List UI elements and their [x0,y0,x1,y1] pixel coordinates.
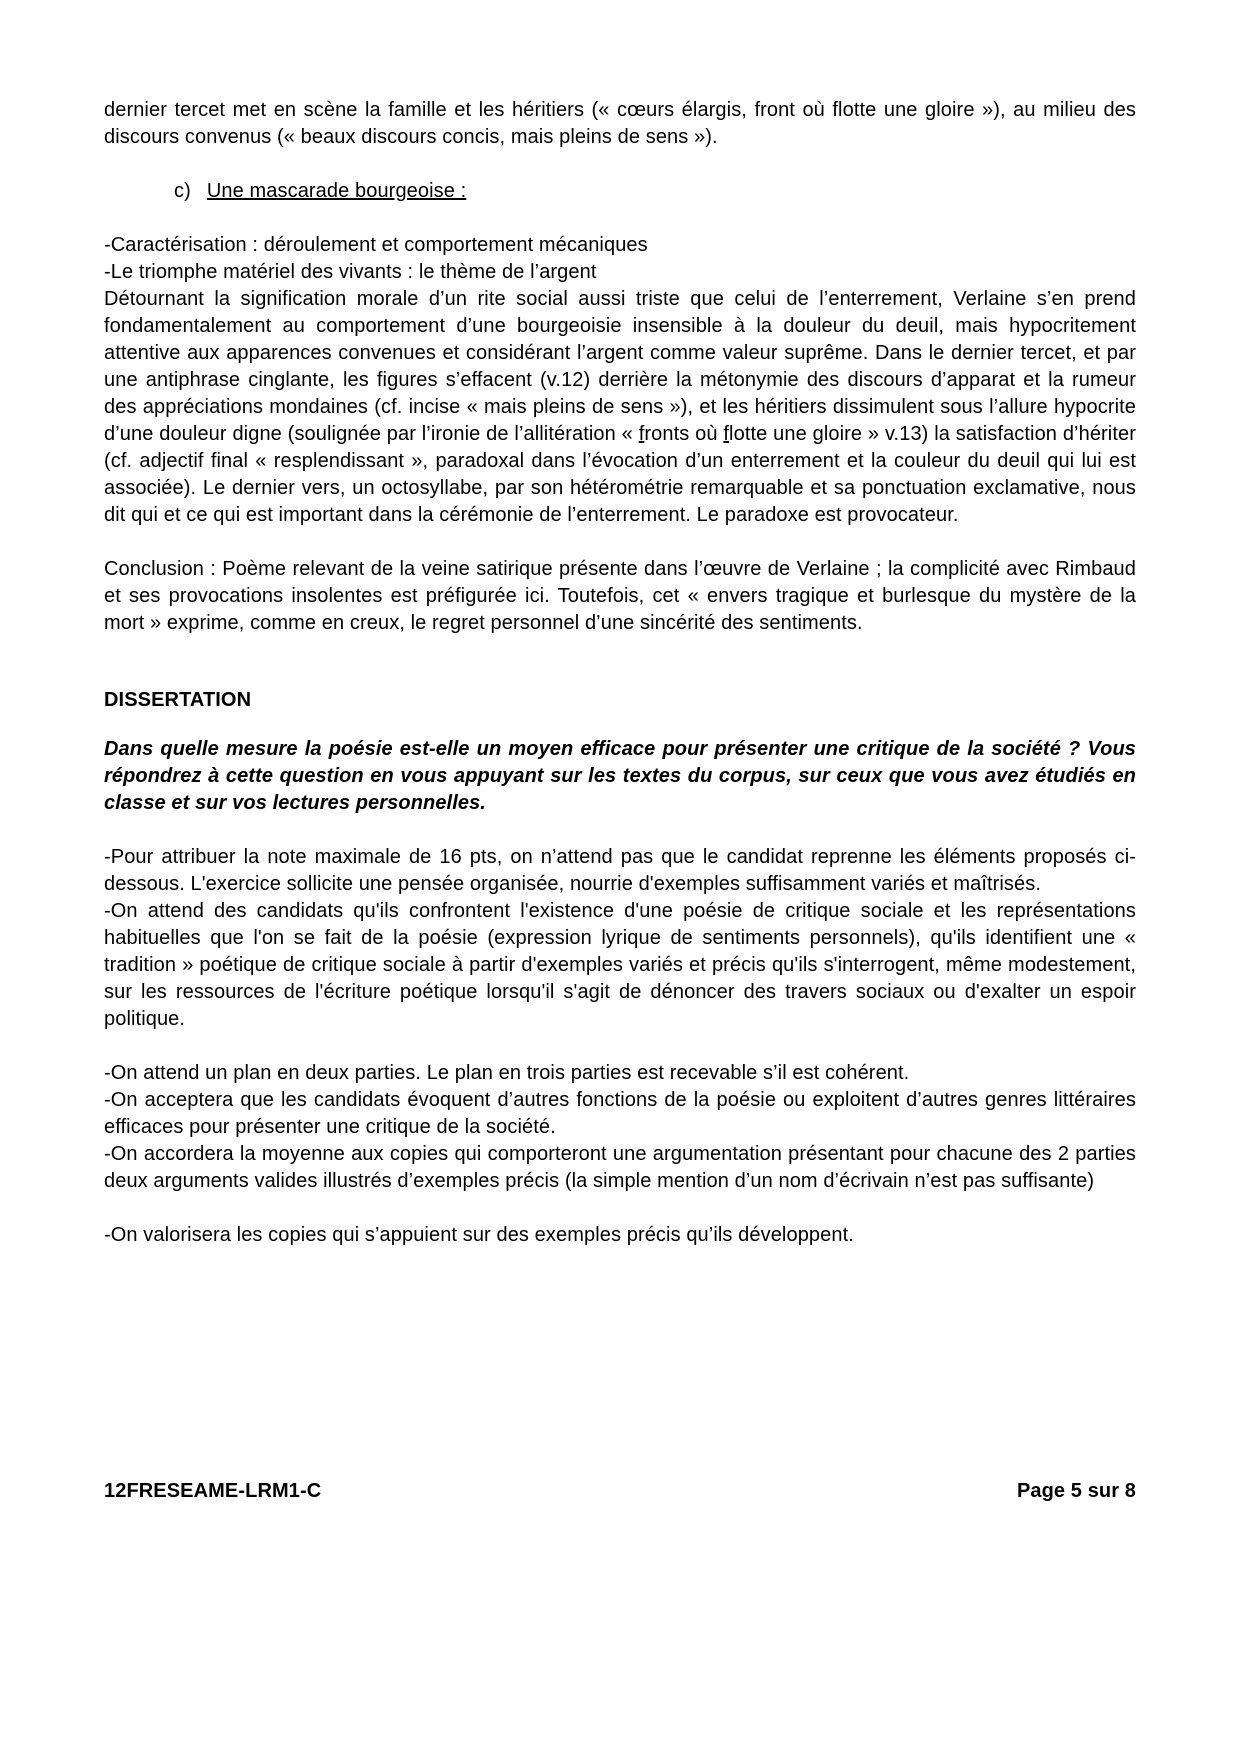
section-heading-c [174,178,1136,205]
paragraph-bareme-valorisera: -On valorisera les copies qui s’appuient sur des exemples précis qu’ils développent. [104,1224,854,1246]
paragraph-conclusion: Conclusion : Poème relevant de la veine satirique présente dans l’œuvre de Verlaine ; la complicité avec Rimbaud et ses provocations insolentes est préfigurée ici. Toutefois, cet « envers tragique et burlesque du mystère de la mort » exprime, comme en creux, le regret personnel d’une sincérité des sentiments. [104,558,1136,634]
page-content [104,97,1136,1276]
page-number: Page 5 sur 8 [1016,1480,1136,1502]
dissertation-heading: DISSERTATION [104,689,252,711]
dissertation-subject: Dans quelle mesure la poésie est-elle un moyen efficace pour présenter une critique de la société ? Vous répondrez à cette question en vous appuyant sur les textes du corpus, sur ceux que vous avez étudiés en classe et sur vos lectures personnelles. [104,738,1136,814]
document-reference: 12FRESEAME-LRM1-C [104,1480,322,1502]
paragraph-bareme-acceptera: -On acceptera que les candidats évoquent d’autres fonctions de la poésie ou exploitent d’autres genres littéraires efficaces pour présenter une critique de la société. [104,1089,1136,1138]
section-title: Une mascarade bourgeoise : [206,180,467,202]
paragraph-bareme-note-maximale: -Pour attribuer la note maximale de 16 pts, on n’attend pas que le candidat reprenne les éléments proposés ci-dessous. L'exercice sollicite une pensée organisée, nourrie d'exemples suffisamment variés et maîtrisés. [104,846,1136,895]
paragraph-bareme-plan: -On attend un plan en deux parties. Le plan en trois parties est recevable s’il est cohérent. [104,1062,910,1084]
paragraph-detournant: Détournant la signification morale d’un rite social aussi triste que celui de l’enterrement, Verlaine s’en prend fondamentalement au comportement d’une bourgeoisie insensible à la douleur du deuil, mais hypocritement attentive aux apparences convenues et considérant l’argent comme valeur suprême. Dans le dernier tercet, et par une antiphrase cinglante, les figures s’effacent (v.12) derrière la métonymie des discours d’apparat et la rumeur des appréciations mondaines (cf. incise « mais pleins de sens »), et les héritiers dissimulent sous l’allure hypocrite d’une douleur digne (soulignée par l’ironie de l’allitération « fronts où flotte une gloire » v.13) la satisfaction d’hériter (cf. adjectif final « resplendissant », paradoxal dans l’évocation d’un enterrement et la couleur du deuil qui lui est associée). Le dernier vers, un octosyllabe, par son hétérométrie remarquable et sa ponctuation exclamative, nous dit qui et ce qui est important dans la cérémonie de l’enterrement. Le paradoxe est provocateur. [104,288,1136,526]
paragraph-triomphe: -Le triomphe matériel des vivants : le thème de l’argent [104,261,597,283]
section-letter: c) [174,180,191,202]
paragraph-bareme-attentes: -On attend des candidats qu'ils confrontent l'existence d'une poésie de critique sociale et les représentations habituelles que l'on se fait de la poésie (expression lyrique de sentiments personnels), qu'ils identifient une « tradition » poétique de critique sociale à partir d'exemples variés et précis qu'ils s'interrogent, même modestement, sur les ressources de l'écriture poétique lorsqu'il s'agit de dénoncer des travers sociaux ou d'exalter un espoir politique. [104,900,1136,1030]
paragraph-continuation: dernier tercet met en scène la famille et les héritiers (« cœurs élargis, front où flotte une gloire »), au milieu des discours convenus (« beaux discours concis, mais pleins de sens »). [104,99,1136,148]
page-footer [104,1478,1136,1505]
paragraph-caracterisation: -Caractérisation : déroulement et comportement mécaniques [104,234,648,256]
paragraph-bareme-moyenne: -On accordera la moyenne aux copies qui comporteront une argumentation présentant pour chacune des 2 parties deux arguments valides illustrés d’exemples précis (la simple mention d’un nom d’écrivain n’est pas suffisante) [104,1143,1136,1192]
